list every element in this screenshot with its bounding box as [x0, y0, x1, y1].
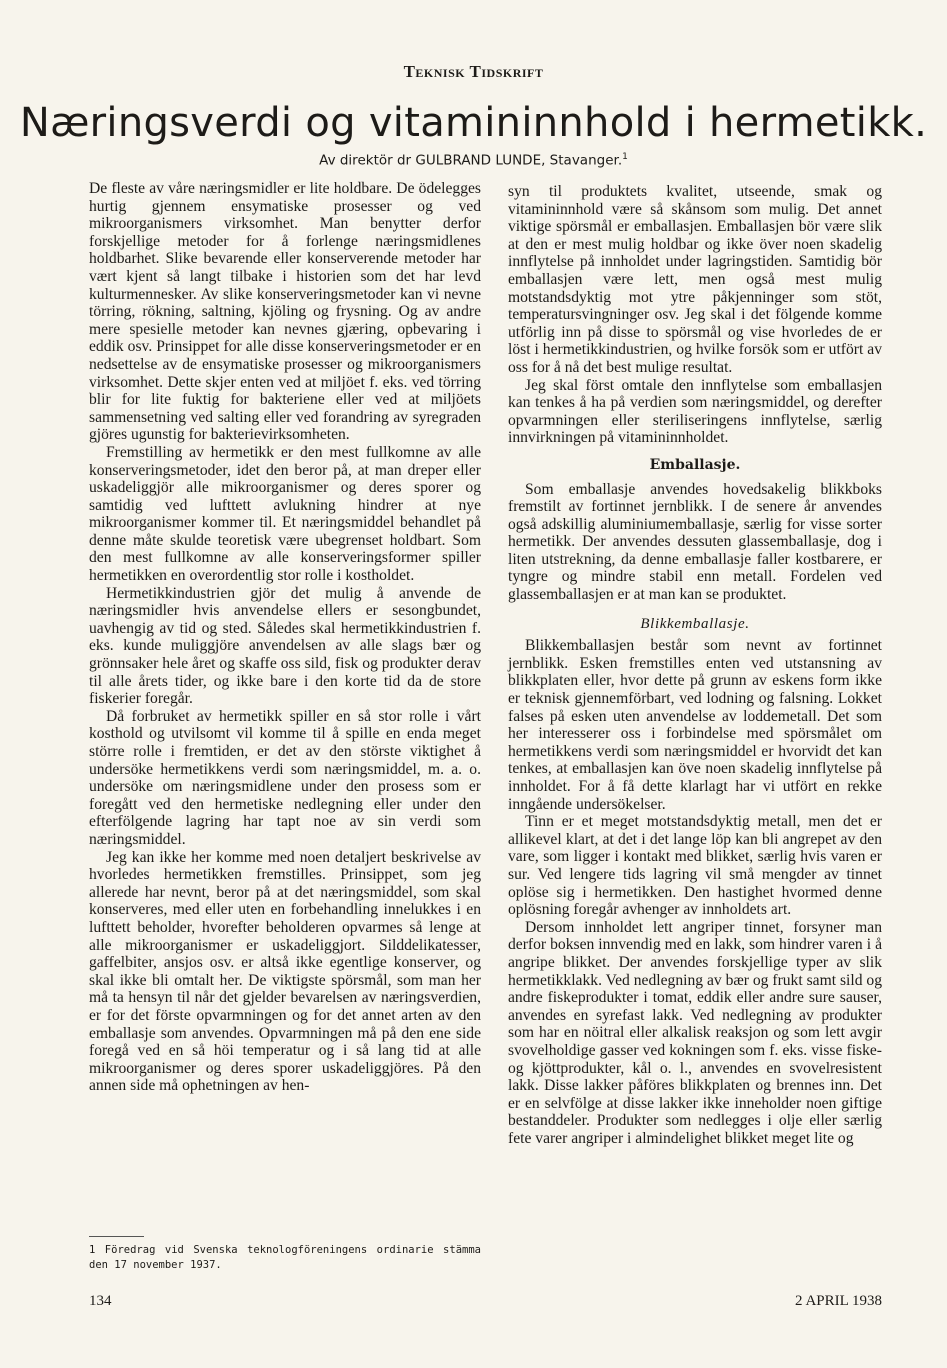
- article-byline: [0, 152, 947, 169]
- paragraph: Då forbruket av hermetikk spiller en så stor rolle i vårt kosthold og utvilsomt vil komme til å spille en enda meget större rolle i fremtiden, er det av den störste viktighet å undersöke hermetikkens verdi som næringsmiddel, m. a. o. undersöke om næringsmidlene under den prosess som er foregått ved den hermetiske nedlegning eller under den efterfölgende lagring har tapt noe av sin verdi som næringsmiddel.: [89, 707, 481, 848]
- byline-text: Av direktör dr GULBRAND LUNDE, Stavanger.: [319, 152, 623, 169]
- paragraph: Hermetikkindustrien gjör det mulig å anvende de næringsmidler hvis anvendelse ellers er sesongbundet, uavhengig av tid og sted. Således skal hermetikkindustrien f. eks. kunde muliggjöre anvendelsen av alle slags bær og grönnsaker hele året og skaffe oss sild, fisk og produkter derav til alle årets tider, og ikke bare i den korte tid da de store fiskerier foregår.: [89, 584, 481, 708]
- paragraph: Jeg skal först omtale den innflytelse som emballasjen kan tenkes å ha på verdien som næringsmiddel, og derefter opvarmningen eller steriliseringens innflytelse, særlig innvirkningen på vitamininnholdet.: [508, 376, 882, 447]
- paragraph: De fleste av våre næringsmidler er lite holdbare. De ödelegges hurtig gjennem ensymatiske prosesser og ved mikroorganismers virksomhet. Man benytter derfor forskjellige metoder for å forlenge næringsmidlenes holdbarhet. Slike bevarende eller konserverende metoder har vært kjent så langt tilbake i historien som det har levd kulturmennesker. Av slike konserveringsmetoder kan vi nevne törring, rökning, saltning, kjöling og frysning. Og av andre mere spesielle metoder kan nevnes gjæring, opbevaring i eddik osv. Prinsippet for alle disse konserveringsmetoder er en nedsettelse av de ensymatiske prosesser og mikroorganismers virksomhet. Dette skjer enten ved at miljöet f. eks. ved törring blir for lite fuktig for bakteriene eller ved at miljöets sammensetning ved salting eller ved forandring av syregraden gjöres ugunstig for bakterievirksomheten.: [89, 180, 481, 444]
- article-title: Næringsverdi og vitamininnhold i hermetikk.: [19, 100, 928, 146]
- byline-footnote-marker: 1: [622, 152, 628, 162]
- paragraph: Som emballasje anvendes hovedsakelig blikkboks fremstilt av fortinnet jernblikk. I de senere år anvendes også adskillig aluminiumemballasje, særlig for visse sorter hermetikk. Der anvendes dessuten glassemballasje, dog i liten utstrekning, da denne emballasje faller kostbarere, er tyngre og mindre stabil enn metall. Fordelen ved glassemballasjen er at man kan se produktet.: [508, 480, 882, 604]
- page-number: 134: [89, 1293, 112, 1309]
- paragraph: syn til produktets kvalitet, utseende, smak og vitamininnhold være så skånsom som mulig. Det annet viktige spörsmål er emballasjen. Emballasjen bör være slik at den er mest mulig holdbar og ikke över noen skadelig innflytelse på innholdet under lagringstiden. Samtidig bör emballasjen være lett, men også mest mulig motstandsdyktig mot ytre påkjenninger som stöt, temperatursvingninger osv. Jeg skal i det fölgende komme utförlig inn på disse to spörsmål og vise hvorledes de er löst i hermetikkindustrien, og hvilke forsök som er utfört av oss for å nå det best mulige resultat.: [508, 183, 882, 376]
- journal-masthead: Teknisk Tidskrift: [403, 62, 544, 81]
- right-column: [508, 183, 882, 1147]
- paragraph: Dersom innholdet lett angriper tinnet, forsyner man derfor boksen innvendig med en lakk, som hindrer varen i å angripe blikket. Der anvendes forskjellige typer av slik hermetikklakk. Ved nedlegning av bær og frukt samt sild og andre fiskeprodukter i tomat, eddik eller andre sure sauser, anvendes en syrefast lakk. Ved nedlegning av produkter som har en nöitral eller alkalisk reaksjon og som lett avgir svovelholdige gasser ved kokningen som f. eks. visse fiske- og kjöttprodukter, kål o. l., anvendes en svovelresistent lakk. Disse lakker påföres blikkplaten og brennes inn. Det er en selvfölge at disse lakker ikke inneholder noen giftige bestanddeler. Produkter som nedlegges i olje eller særlig fete varer angriper i almindelighet blikket meget lite og: [508, 918, 882, 1147]
- paragraph: Fremstilling av hermetikk er den mest fullkomne av alle konserveringsmetoder, idet den beror på, at man dreper eller uskadeliggjör alle mikroorganismer og deres sporer og samtidig ved lufttett avlukning hindrer at nye mikroorganismer kommer til. Et næringsmiddel behandlet på denne måte skulde teoretisk være ubegrenset holdbart. Som den mest fullkomne av alle konserveringsformer spiller hermetikken en overordentlig stor rolle i kostholdet.: [89, 443, 481, 585]
- footnote-divider: [89, 1236, 144, 1237]
- paragraph: Blikkemballasjen består som nevnt av fortinnet jernblikk. Esken fremstilles enten ved utstansning av blikkplaten eller, hvor dette på grunn av eskens form ikke er teknisk gjennemförbart, ved lodning og falsning. Lokket falses på esken uten anvendelse av loddemetall. Det som her interesserer oss i forbindelse med spörsmålet om hermetikkens verdi som næringsmiddel er hvorvidt det kan tenkes, at emballasjen kan öve noen skadelig innflytelse på innholdet. For å få dette klarlagt har vi utfört en rekke inngående undersökelser.: [508, 637, 882, 813]
- section-heading-blikkemballasje: Blikkemballasje.: [640, 615, 750, 632]
- left-column: [89, 180, 481, 1095]
- paragraph: Jeg kan ikke her komme med noen detaljert beskrivelse av hvorledes hermetikken fremstilles. Prinsippet, som jeg allerede har nevnt, beror på at det næringsmiddel, som skal konserveres, med eller uten en forbehandling innelukkes i en lufttett beholder, hvorefter beholderen opvarmes så lenge at alle mikroorganismer er uskadeliggjort. Silddelikatesser, gaffelbiter, ansjos osv. er altså ikke egentlige konserver, og skal ikke bli omtalt her. De viktigste spörsmål, som man her må ta hensyn til når det gjelder bevarelsen av næringsverdien, er for det förste opvarmningen og for det annet arten av den emballasje som anvendes. Opvarmningen må på den ene side foregå ved en så höi temperatur og i så lang tid at alle mikroorganismer og deres sporer uskadeliggjöres. På den annen side må ophetningen av hen-: [89, 848, 481, 1095]
- issue-date: 2 APRIL 1938: [795, 1293, 882, 1309]
- footnote: 1 Föredrag vid Svenska teknologföreningens ordinarie stämma den 17 november 1937.: [89, 1244, 481, 1271]
- section-heading-emballasje: Emballasje.: [649, 456, 741, 473]
- paragraph: Tinn er et meget motstandsdyktig metall, men det er allikevel klart, at det i det lange löp kan bli angrepet av den vare, som ligger i kontakt med blikket, særlig hvis varen er sur. Ved lengere tids lagring vil små mengder av tinnet oplöse sig i hermetikken. Den hastighet hvormed denne oplösning foregår avhenger av innholdets art.: [508, 813, 882, 919]
